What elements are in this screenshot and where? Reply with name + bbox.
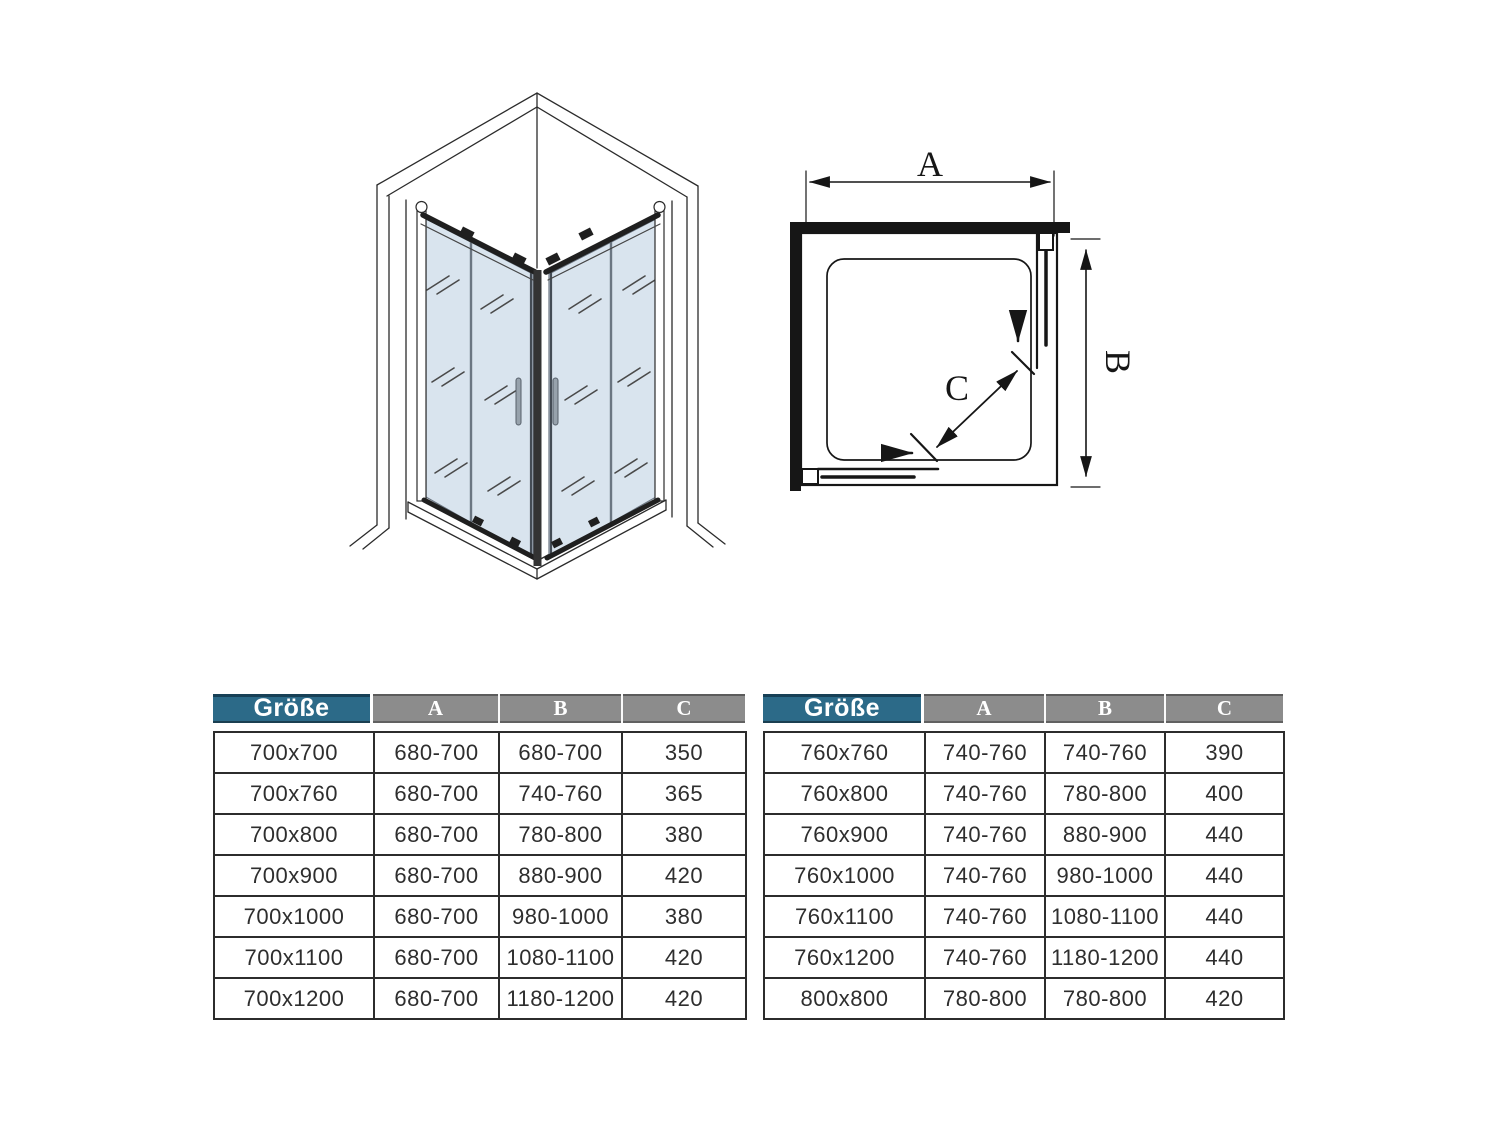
table-cell: 740-760 xyxy=(925,732,1045,773)
dimension-b xyxy=(1071,239,1138,487)
table-cell: 680-700 xyxy=(374,896,499,937)
table-row xyxy=(214,855,746,896)
table-cell: 740-760 xyxy=(925,855,1045,896)
table-cell: 1080-1100 xyxy=(499,937,622,978)
table-cell: 700x1200 xyxy=(214,978,374,1019)
table-cell: 740-760 xyxy=(925,814,1045,855)
table-cell: 1080-1100 xyxy=(1045,896,1165,937)
corner-post xyxy=(534,270,542,566)
table-cell: 700x1000 xyxy=(214,896,374,937)
table-header-row xyxy=(763,694,1283,723)
table-cell: 740-760 xyxy=(1045,732,1165,773)
table-cell: 380 xyxy=(622,814,746,855)
table-cell: 440 xyxy=(1165,896,1284,937)
table-row xyxy=(764,978,1284,1019)
table-cell: 780-800 xyxy=(499,814,622,855)
door-handle-left xyxy=(516,378,521,425)
size-table-760 xyxy=(763,694,1283,1020)
table-cell: 440 xyxy=(1165,855,1284,896)
table-cell: 400 xyxy=(1165,773,1284,814)
table-row xyxy=(214,814,746,855)
table-cell: 440 xyxy=(1165,937,1284,978)
table-row xyxy=(214,773,746,814)
plan-door-right xyxy=(1037,233,1053,368)
table-row xyxy=(214,896,746,937)
table-cell: 700x800 xyxy=(214,814,374,855)
table-row xyxy=(214,937,746,978)
table-cell: 350 xyxy=(622,732,746,773)
table-header-size: Größe xyxy=(763,694,921,723)
dimension-c-label: C xyxy=(944,368,970,408)
table-cell: 740-760 xyxy=(925,937,1045,978)
table-cell: 780-800 xyxy=(925,978,1045,1019)
table-cell: 420 xyxy=(622,855,746,896)
table-cell: 680-700 xyxy=(374,978,499,1019)
table-cell: 1180-1200 xyxy=(499,978,622,1019)
table-cell: 700x700 xyxy=(214,732,374,773)
table-cell: 760x1000 xyxy=(764,855,925,896)
table-cell: 980-1000 xyxy=(499,896,622,937)
plan-tray xyxy=(827,259,1031,460)
table-header-b: B xyxy=(498,694,621,723)
table-cell: 740-760 xyxy=(499,773,622,814)
table-header-a: A xyxy=(373,694,498,723)
table-header-b: B xyxy=(1044,694,1164,723)
table-cell: 365 xyxy=(622,773,746,814)
table-cell: 700x1100 xyxy=(214,937,374,978)
table-cell: 680-700 xyxy=(499,732,622,773)
table-header-size: Größe xyxy=(213,694,370,723)
table-cell: 780-800 xyxy=(1045,773,1165,814)
dimension-b-label: B xyxy=(1098,349,1138,375)
table-cell: 800x800 xyxy=(764,978,925,1019)
table-cell: 760x1100 xyxy=(764,896,925,937)
table-cell: 760x760 xyxy=(764,732,925,773)
table-header-c: C xyxy=(1164,694,1283,723)
table-row xyxy=(764,896,1284,937)
table-cell: 420 xyxy=(622,978,746,1019)
table-header-c: C xyxy=(621,694,745,723)
table-cell: 700x900 xyxy=(214,855,374,896)
top-cap-left xyxy=(416,202,427,213)
table-cell: 740-760 xyxy=(925,773,1045,814)
table-cell: 680-700 xyxy=(374,814,499,855)
table-cell: 440 xyxy=(1165,814,1284,855)
door-handle-right xyxy=(553,378,558,425)
table-header-a: A xyxy=(924,694,1044,723)
table-row xyxy=(764,937,1284,978)
table-cell: 780-800 xyxy=(1045,978,1165,1019)
dimension-a-label: A xyxy=(917,144,943,184)
table-cell: 880-900 xyxy=(499,855,622,896)
isometric-shower-drawing xyxy=(350,93,725,579)
table-cell: 760x800 xyxy=(764,773,925,814)
table-cell: 1180-1200 xyxy=(1045,937,1165,978)
plan-wall-top xyxy=(790,222,1070,233)
table-cell: 680-700 xyxy=(374,732,499,773)
size-table-700-body xyxy=(213,731,747,1020)
table-row xyxy=(214,978,746,1019)
table-cell: 680-700 xyxy=(374,773,499,814)
table-cell: 380 xyxy=(622,896,746,937)
plan-view-drawing xyxy=(790,144,1138,491)
table-cell: 390 xyxy=(1165,732,1284,773)
table-row xyxy=(214,732,746,773)
table-cell: 420 xyxy=(622,937,746,978)
top-cap-right xyxy=(654,202,665,213)
table-cell: 680-700 xyxy=(374,855,499,896)
table-cell: 740-760 xyxy=(925,896,1045,937)
table-row xyxy=(764,773,1284,814)
table-row xyxy=(764,814,1284,855)
size-table-760-body xyxy=(763,731,1285,1020)
table-header-row xyxy=(213,694,745,723)
table-row xyxy=(764,732,1284,773)
plan-door-bottom xyxy=(802,469,938,484)
table-cell: 680-700 xyxy=(374,937,499,978)
dimension-c xyxy=(911,352,1034,461)
plan-wall-left xyxy=(790,222,801,491)
table-cell: 980-1000 xyxy=(1045,855,1165,896)
table-cell: 700x760 xyxy=(214,773,374,814)
table-cell: 760x900 xyxy=(764,814,925,855)
table-cell: 760x1200 xyxy=(764,937,925,978)
table-row xyxy=(764,855,1284,896)
table-cell: 420 xyxy=(1165,978,1284,1019)
table-cell: 880-900 xyxy=(1045,814,1165,855)
size-table-700 xyxy=(213,694,745,1020)
